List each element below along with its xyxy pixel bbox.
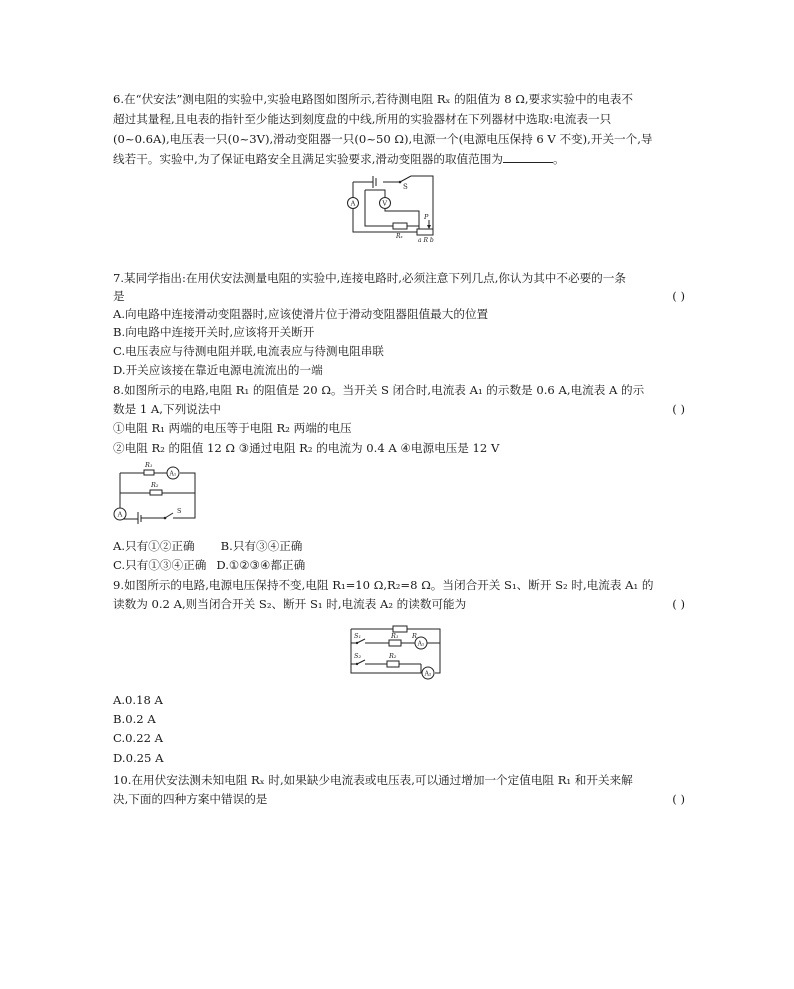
- q7-answer-paren: ( ): [672, 289, 685, 303]
- resistor-r2: [387, 661, 399, 667]
- q8-line-2: 数是 1 A,下列说法中: [113, 402, 221, 416]
- q9-answer-paren: ( ): [672, 597, 685, 611]
- q8-label-r2: R₂: [151, 481, 159, 489]
- q9-label-r1: R₁: [391, 632, 399, 640]
- q8-label-r1: R₁: [145, 461, 153, 469]
- q6-label-s: S: [403, 183, 408, 191]
- q6-circuit-diagram: [345, 174, 445, 244]
- q6-line-4-text: 线若干。实验中,为了保证电路安全且满足实验要求,滑动变阻器的取值范围为: [113, 152, 503, 166]
- q8-label-a: A: [117, 510, 123, 519]
- q6-label-v: V: [382, 199, 388, 208]
- q7-option-d: D.开关应该接在靠近电源电流流出的一端: [113, 363, 323, 377]
- resistor-r1: [389, 640, 401, 646]
- q10-line-2: 决,下面的四种方案中错误的是: [113, 792, 268, 806]
- q8-options-row-2: [113, 557, 305, 573]
- q9-option-a: A.0.18 A: [113, 693, 163, 707]
- q9-option-c: C.0.22 A: [113, 731, 164, 745]
- q7-option-c: C.电压表应与待测电阻并联,电流表应与待测电阻串联: [113, 344, 384, 358]
- q7-line-1: 7.某同学指出:在用伏安法测量电阻的实验中,连接电路时,必须注意下列几点,你认为其中不必要的一条: [113, 271, 626, 285]
- q7-line-2: 是: [113, 289, 125, 303]
- rheostat-r: [417, 229, 433, 235]
- q6-line-1: 6.在“伏安法”测电阻的实验中,实验电路图如图所示,若待测电阻 Rₓ 的阻值为 8 Ω,要求实验中的电表不: [113, 92, 633, 106]
- q9-label-r: R: [412, 632, 417, 640]
- q6-label-a: A: [350, 199, 356, 208]
- q9-line-1: 9.如图所示的电路,电源电压保持不变,电阻 R₁=10 Ω,R₂=8 Ω。当闭合开关 S₁、断开 S₂ 时,电流表 A₁ 的: [113, 578, 654, 592]
- q8-label-a1: A₁: [169, 470, 177, 478]
- q9-label-a1: A₁: [417, 640, 425, 648]
- q10-answer-paren: ( ): [672, 792, 685, 806]
- q7-option-b: B.向电路中连接开关时,应该将开关断开: [113, 325, 315, 339]
- q9-label-s1: S₁: [354, 632, 362, 640]
- q6-label-rx: Rₓ: [396, 233, 403, 240]
- q9-line-2: 读数为 0.2 A,则当闭合开关 S₂、断开 S₁ 时,电流表 A₂ 的读数可能为: [113, 597, 467, 611]
- q8-label-s: S: [177, 507, 182, 515]
- q6-line-4: [113, 151, 565, 167]
- q9-label-s2: S₂: [354, 652, 362, 660]
- q9-circuit-diagram: [345, 619, 445, 685]
- q6-line-2: 超过其量程,且电表的指针至少能达到刻度盘的中线,所用的实验器材在下列器材中选取:电流表一只: [113, 112, 612, 126]
- q6-label-arb: a R b: [418, 237, 434, 244]
- q8-option-c: C.只有①③④正确: [113, 558, 207, 572]
- q8-statement-1: ①电阻 R₁ 两端的电压等于电阻 R₂ 两端的电压: [113, 421, 352, 435]
- q8-option-d: D.①②③④都正确: [216, 558, 306, 572]
- resistor-rx: [393, 223, 407, 229]
- q8-option-b: B.只有③④正确: [220, 539, 303, 553]
- q9-label-a2: A₂: [424, 670, 432, 678]
- resistor-r2: [150, 490, 162, 495]
- resistor-r1: [144, 470, 154, 475]
- q8-options-row-1: [113, 538, 302, 554]
- q8-line-1: 8.如图所示的电路,电阻 R₁ 的阻值是 20 Ω。当开关 S 闭合时,电流表 A₁ 的示数是 0.6 A,电流表 A 的示: [113, 383, 645, 397]
- q9-label-r2: R₂: [389, 652, 397, 660]
- q6-line-4-end: 。: [552, 152, 565, 166]
- q8-option-a: A.只有①②正确: [113, 539, 195, 553]
- q6-line-3: (0~0.6A),电压表一只(0~3V),滑动变阻器一只(0~50 Ω),电源一个(电源电压保持 6 V 不变),开关一个,导: [113, 132, 653, 146]
- q8-statement-2: ②电阻 R₂ 的阻值 12 Ω ③通过电阻 R₂ 的电流为 0.4 A ④电源电压是 12 V: [113, 441, 500, 455]
- q8-circuit-diagram: [110, 461, 200, 527]
- q8-answer-paren: ( ): [672, 402, 685, 416]
- q9-option-d: D.0.25 A: [113, 751, 164, 765]
- q6-label-p: P: [424, 213, 429, 221]
- q10-line-1: 10.在用伏安法测未知电阻 Rₓ 时,如果缺少电流表或电压表,可以通过增加一个定值电阻 R₁ 和开关来解: [113, 773, 633, 787]
- q7-option-a: A.向电路中连接滑动变阻器时,应该使滑片位于滑动变阻器阻值最大的位置: [113, 307, 489, 321]
- q6-answer-blank[interactable]: [503, 151, 553, 163]
- q9-option-b: B.0.2 A: [113, 712, 156, 726]
